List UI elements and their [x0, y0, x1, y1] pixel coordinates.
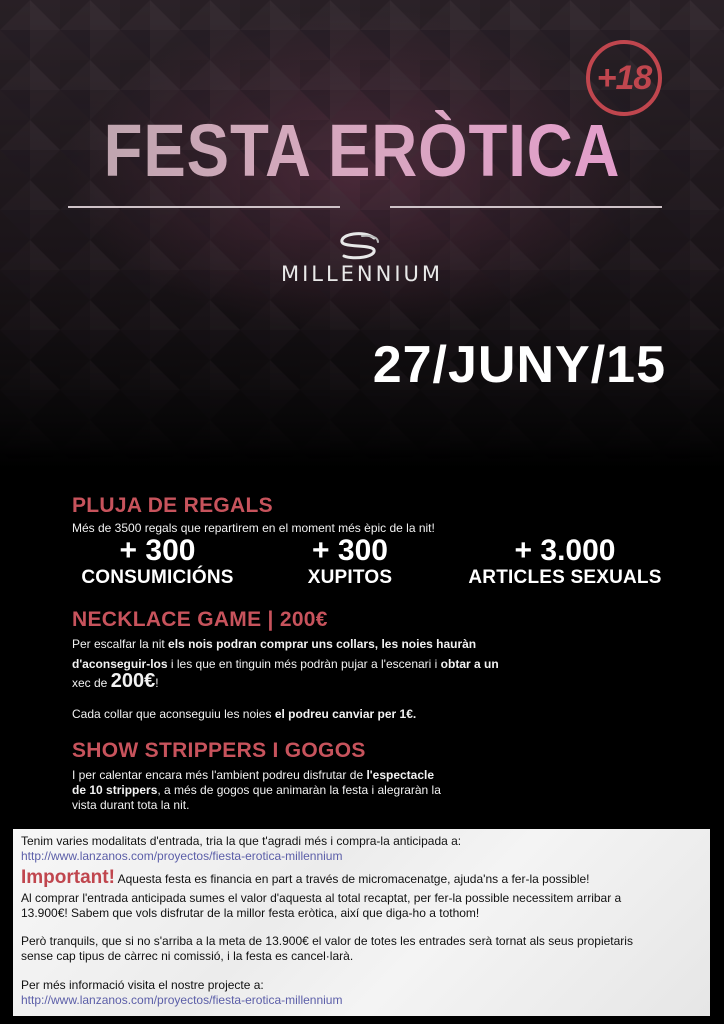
bold-span: els nois podran comprar uns collars, les noies hauràn [168, 637, 477, 651]
title-divider-left [68, 206, 340, 208]
important-line [21, 867, 590, 888]
text-span: , a més de gogos que animaràn la festa i alegraràn la [157, 783, 441, 797]
necklace-heading: NECKLACE GAME | 200€ [72, 608, 328, 631]
gifts-description: Més de 3500 regals que repartirem en el moment més èpic de la nit! [72, 521, 435, 535]
project-link[interactable]: http://www.lanzanos.com/proyectos/fiesta-erotica-millennium [21, 849, 343, 863]
strippers-line-3: vista durant tota la nit. [72, 798, 190, 812]
event-date: 27/JUNY/15 [372, 336, 666, 394]
prize-amount: 200€ [110, 670, 156, 692]
stat-number: + 3.000 [514, 534, 616, 567]
necklace-line-1 [72, 637, 476, 652]
millennium-logo-icon [334, 232, 384, 262]
strippers-line-2 [72, 783, 441, 798]
text-span: Aquesta festa es financia en part a través de micromacenatge, ajuda'ns a fer-la possible! [114, 872, 590, 886]
stat-label: ARTICLES SEXUALS [468, 567, 662, 588]
event-title: FESTA ERÒTICA [51, 108, 674, 193]
strippers-heading: SHOW STRIPPERS I GOGOS [72, 739, 366, 762]
title-divider-right [390, 206, 662, 208]
bold-span: d'aconseguir-los [72, 657, 168, 671]
info-line-a: Al comprar l'entrada anticipada sumes el valor d'aquesta al total recaptat, per fer-la possible necessitem arribar a [21, 891, 622, 905]
stat-xupitos [270, 535, 430, 589]
text-span: I per calentar encara més l'ambient podreu disfrutar de [72, 768, 367, 782]
stat-consumicions [70, 535, 245, 589]
text-span: ! [155, 676, 159, 690]
necklace-line-4 [72, 707, 416, 722]
bold-span: de 10 strippers [72, 783, 158, 797]
stat-label: XUPITOS [307, 567, 393, 588]
info-line-b: 13.900€! Sabem que vols disfrutar de la millor festa eròtica, així que diga-ho a tothom! [21, 906, 480, 920]
bold-span: obtar a un [440, 657, 499, 671]
text-span: xec de [72, 676, 111, 690]
text-span: i les que en tinguin més podràn pujar a l'escenari i [167, 657, 441, 671]
info-line-d: sense cap tipus de càrrec ni comissió, i la festa es cancel·larà. [21, 949, 354, 963]
age-restriction-badge [586, 40, 662, 116]
info-intro: Tenim varies modalitats d'entrada, tria la que t'agradi més i compra-la anticipada a: [21, 834, 462, 848]
info-box [13, 829, 710, 1016]
stat-articles [460, 535, 670, 589]
project-link-2[interactable]: http://www.lanzanos.com/proyectos/fiesta-erotica-millennium [21, 993, 343, 1007]
strippers-line-1 [72, 768, 434, 783]
text-span: Cada collar que aconseguiu les noies [72, 707, 275, 721]
stat-number: + 300 [119, 534, 196, 567]
text-span: Per escalfar la nit [72, 637, 169, 651]
bold-span: el podreu canviar per 1€. [274, 707, 417, 721]
info-more: Per més informació visita el nostre projecte a: [21, 978, 264, 992]
gifts-heading: PLUJA DE REGALS [72, 494, 273, 517]
bold-span: l'espectacle [366, 768, 435, 782]
logo-wordmark: MILLENNIUM [280, 262, 444, 286]
necklace-line-3 [72, 670, 159, 692]
stat-label: CONSUMICIÓNS [81, 567, 234, 588]
stat-number: + 300 [312, 534, 388, 567]
badge-text: +18 [596, 58, 652, 97]
info-line-c: Però tranquils, que si no s'arriba a la meta de 13.900€ el valor de totes les entrades serà tornat als seus propietaris [21, 934, 633, 948]
important-label: Important! [21, 867, 115, 888]
